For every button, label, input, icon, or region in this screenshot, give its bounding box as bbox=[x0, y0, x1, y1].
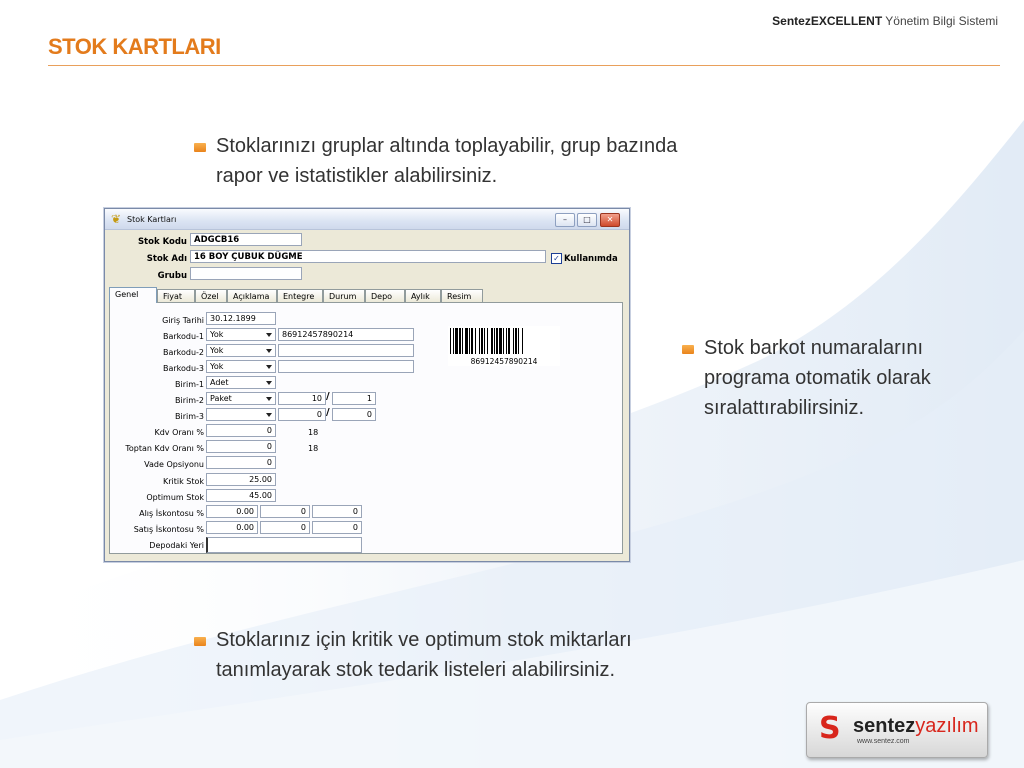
chevron-down-icon bbox=[266, 397, 272, 401]
birim1-select[interactable] bbox=[206, 376, 276, 389]
alis-iskonto-label: Alış İskontosu % bbox=[139, 509, 204, 518]
window-titlebar[interactable] bbox=[105, 209, 629, 230]
bullet-line: Stoklarınız için kritik ve optimum stok miktarları bbox=[216, 629, 632, 651]
optimum-stok-input[interactable]: 45.00 bbox=[206, 489, 276, 502]
brand-header bbox=[772, 14, 998, 28]
tab-resim[interactable]: Resim bbox=[441, 289, 483, 302]
barkod1-input[interactable]: 86912457890214 bbox=[278, 328, 414, 341]
bullet-line: Stoklarınızı gruplar altında toplayabilir, grup bazında bbox=[216, 135, 678, 157]
chevron-down-icon bbox=[266, 349, 272, 353]
page-title: STOK KARTLARI bbox=[48, 34, 221, 59]
kdv-input[interactable]: 0 bbox=[206, 424, 276, 437]
barkod1-type-select[interactable] bbox=[206, 328, 276, 341]
bullet-line: tanımlayarak stok tedarik listeleri alabilirsiniz. bbox=[216, 659, 616, 681]
barkod2-type-value: Yok bbox=[210, 346, 224, 355]
kullanimda-checkbox[interactable]: ✓ bbox=[551, 253, 562, 264]
sentez-logo bbox=[806, 702, 988, 758]
bullet-critical-stock bbox=[216, 625, 632, 685]
satis-iskonto-label: Satış İskontosu % bbox=[133, 525, 204, 534]
alis-iskonto-3[interactable]: 0 bbox=[312, 505, 362, 518]
window-title: Stok Kartları bbox=[127, 215, 177, 224]
bullet-barcode bbox=[704, 333, 931, 423]
tab-ozel[interactable]: Özel bbox=[195, 289, 227, 302]
barkod1-label: Barkodu-1 bbox=[162, 332, 204, 341]
birim2-select[interactable] bbox=[206, 392, 276, 405]
vade-label: Vade Opsiyonu bbox=[144, 460, 204, 469]
maximize-button[interactable]: □ bbox=[577, 213, 597, 227]
barkod3-label: Barkodu-3 bbox=[162, 364, 204, 373]
birim1-value: Adet bbox=[210, 378, 229, 387]
bullet-line: rapor ve istatistikler alabilirsiniz. bbox=[216, 165, 498, 187]
brand-bold: SentezEXCELLENT bbox=[772, 14, 883, 28]
kritik-stok-label: Kritik Stok bbox=[162, 477, 204, 486]
bullet-square-icon bbox=[194, 143, 206, 152]
tab-aylik[interactable]: Aylık bbox=[405, 289, 441, 302]
logo-name bbox=[853, 715, 979, 738]
toptan-kdv-reference: 18 bbox=[308, 444, 319, 453]
chevron-down-icon bbox=[266, 381, 272, 385]
divider-slash: / bbox=[326, 407, 330, 418]
birim2-divisor[interactable]: 1 bbox=[332, 392, 376, 405]
bullet-square-icon bbox=[194, 637, 206, 646]
birim2-multiplier[interactable]: 10 bbox=[278, 392, 326, 405]
birim1-label: Birim-1 bbox=[175, 380, 204, 389]
chevron-down-icon bbox=[266, 413, 272, 417]
kdv-label: Kdv Oranı % bbox=[154, 428, 204, 437]
bullet-line: sıralattırabilirsiniz. bbox=[704, 397, 865, 419]
brand-rest: Yönetim Bilgi Sistemi bbox=[885, 14, 998, 28]
alis-iskonto-1[interactable]: 0.00 bbox=[206, 505, 258, 518]
kritik-stok-input[interactable]: 25.00 bbox=[206, 473, 276, 486]
stok-kodu-input[interactable]: ADGCB16 bbox=[190, 233, 302, 246]
barkod1-type-value: Yok bbox=[210, 330, 224, 339]
satis-iskonto-2[interactable]: 0 bbox=[260, 521, 310, 534]
divider-slash: / bbox=[326, 391, 330, 402]
tab-aciklama[interactable]: Açıklama bbox=[227, 289, 277, 302]
barcode-text: 86912457890214 bbox=[470, 357, 538, 366]
depo-yeri-input[interactable] bbox=[206, 537, 362, 553]
satis-iskonto-1[interactable]: 0.00 bbox=[206, 521, 258, 534]
grubu-input[interactable] bbox=[190, 267, 302, 280]
stok-kartlari-window bbox=[104, 208, 630, 562]
vade-input[interactable]: 0 bbox=[206, 456, 276, 469]
tab-durum[interactable]: Durum bbox=[323, 289, 365, 302]
bullet-line: programa otomatik olarak bbox=[704, 367, 931, 389]
optimum-stok-label: Optimum Stok bbox=[146, 493, 204, 502]
logo-name-rest: yazılım bbox=[915, 715, 979, 737]
title-divider bbox=[48, 65, 1000, 66]
barkod3-input[interactable] bbox=[278, 360, 414, 373]
birim3-multiplier[interactable]: 0 bbox=[278, 408, 326, 421]
giris-tarihi-input[interactable]: 30.12.1899 bbox=[206, 312, 276, 325]
minimize-button[interactable]: – bbox=[555, 213, 575, 227]
kdv-reference: 18 bbox=[308, 428, 319, 437]
barkod3-type-value: Yok bbox=[210, 362, 224, 371]
giris-tarihi-label: Giriş Tarihi bbox=[162, 316, 204, 325]
tab-depo[interactable]: Depo bbox=[365, 289, 405, 302]
toptan-kdv-input[interactable]: 0 bbox=[206, 440, 276, 453]
depo-yeri-label: Depodaki Yeri bbox=[149, 541, 204, 550]
birim2-label: Birim-2 bbox=[175, 396, 204, 405]
bullet-square-icon bbox=[682, 345, 694, 354]
app-butterfly-icon: ❦ bbox=[111, 212, 122, 226]
tab-genel[interactable]: Genel bbox=[109, 287, 157, 303]
tab-entegre[interactable]: Entegre bbox=[277, 289, 323, 302]
bullet-grouping bbox=[216, 131, 677, 191]
logo-url: www.sentez.com bbox=[857, 738, 910, 745]
stok-adi-label: Stok Adı bbox=[146, 254, 187, 264]
birim3-select[interactable] bbox=[206, 408, 276, 421]
close-button[interactable]: ✕ bbox=[600, 213, 620, 227]
satis-iskonto-3[interactable]: 0 bbox=[312, 521, 362, 534]
sentez-s-mark-icon: S bbox=[819, 711, 841, 746]
birim3-divisor[interactable]: 0 bbox=[332, 408, 376, 421]
stok-kodu-label: Stok Kodu bbox=[137, 237, 187, 247]
chevron-down-icon bbox=[266, 365, 272, 369]
bullet-line: Stok barkot numaralarını bbox=[704, 337, 923, 359]
chevron-down-icon bbox=[266, 333, 272, 337]
barkod2-label: Barkodu-2 bbox=[162, 348, 204, 357]
kullanimda-label: Kullanımda bbox=[564, 254, 618, 264]
barcode-image bbox=[448, 326, 560, 366]
stok-adi-input[interactable]: 16 BOY ÇUBUK DÜGME bbox=[190, 250, 546, 263]
barcode-bars bbox=[448, 326, 560, 356]
toptan-kdv-label: Toptan Kdv Oranı % bbox=[125, 444, 204, 453]
birim3-label: Birim-3 bbox=[175, 412, 204, 421]
tab-fiyat[interactable]: Fiyat bbox=[157, 289, 195, 302]
genel-panel bbox=[109, 302, 623, 554]
alis-iskonto-2[interactable]: 0 bbox=[260, 505, 310, 518]
grubu-label: Grubu bbox=[157, 271, 187, 281]
barkod3-type-select[interactable] bbox=[206, 360, 276, 373]
barkod2-input[interactable] bbox=[278, 344, 414, 357]
birim2-value: Paket bbox=[210, 394, 232, 403]
barkod2-type-select[interactable] bbox=[206, 344, 276, 357]
logo-name-bold: sentez bbox=[853, 715, 916, 737]
